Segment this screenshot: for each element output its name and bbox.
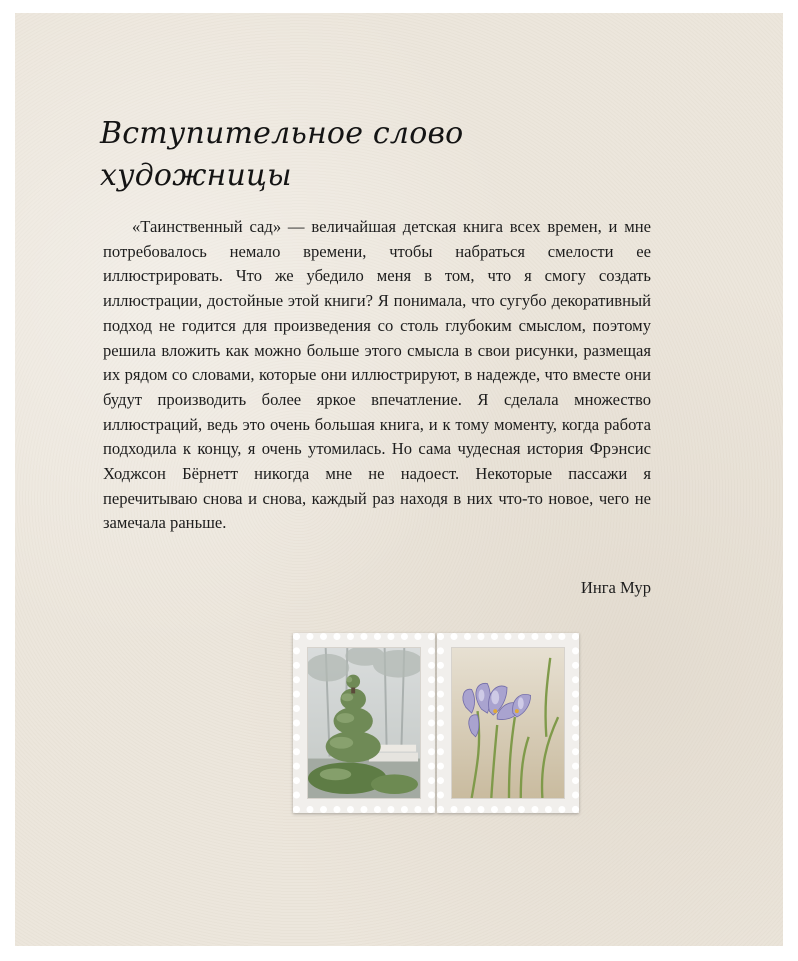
crocus-stamp bbox=[437, 633, 579, 813]
author-signature: Инга Мур bbox=[580, 578, 651, 597]
book-page bbox=[15, 13, 783, 946]
topiary-garden-stamp-icon bbox=[307, 647, 421, 799]
page-title: Вступительное слово художницы bbox=[100, 116, 464, 193]
intro-paragraph: «Таинственный сад» — величайшая детская книга всех времен, и мне потребовалось немало времени, чтобы набраться смелости ее иллюстрировать. Что же убедило меня в том, что я смогу создать иллюстрации, достойные этой книги? Я понимала, что сугубо декоративный подход не годится для произведения со столь глубоким смыслом, поэтому решила вложить как можно больше этого смысла в свои рисунки, размещая их рядом со словами, которые они иллюстрируют, в надежде, что вместе они будут производить более яркое впечатление. Я сделала множество иллюстраций, ведь это очень большая книга, и к тому моменту, когда работа подходила к концу, я очень утомилась. Но сама чудесная история Фрэнсис Ходжсон Бёрнетт никогда мне не надоест. Некоторые пассажи я перечитываю снова и снова, каждый раз находя в них что-то новое, чего не замечала раньше. bbox=[103, 217, 651, 533]
topiary-stamp bbox=[293, 633, 435, 813]
crocus-flower-stamp-icon bbox=[451, 647, 565, 799]
